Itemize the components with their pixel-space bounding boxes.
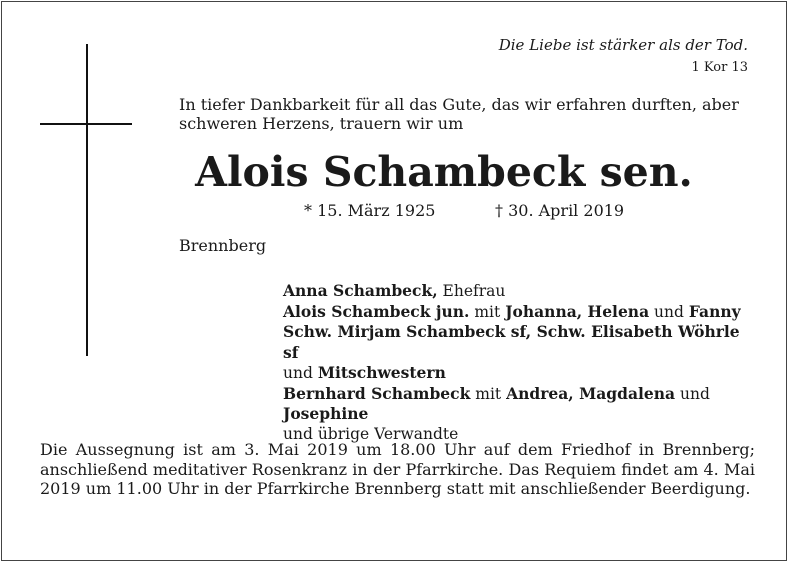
mourners-list — [283, 281, 758, 444]
mourner-name: Schw. Mirjam Schambeck sf, Schw. Elisabeth Wöhrle sf — [283, 322, 740, 362]
mourner-text: mit — [470, 384, 507, 403]
quote-source: 1 Kor 13 — [691, 60, 748, 75]
service-info: Die Aussegnung ist am 3. Mai 2019 um 18.00 Uhr auf dem Friedhof in Brennberg; anschließend meditativer Rosenkranz in der Pfarrkirche. Das Requiem findet am 4. Mai 2019 um 11.00 Uhr in der Pfarrkirche Brennberg statt mit anschließender Beerdigung. — [40, 440, 755, 498]
mourner-line — [283, 302, 758, 323]
mourner-name: Alois Schambeck jun. — [283, 301, 470, 321]
mourner-text: und — [649, 302, 689, 321]
mourner-name: Bernhard Schambeck — [283, 383, 471, 403]
mourner-text: und — [675, 384, 710, 403]
birth-date: * 15. März 1925 — [304, 201, 436, 220]
obituary-notice — [1, 1, 787, 561]
mourner-name: Johanna, Helena — [505, 301, 650, 321]
mourner-text: und übrige Verwandte — [283, 424, 459, 443]
mourner-text: mit — [469, 302, 506, 321]
mourner-text: und — [283, 364, 318, 382]
death-date: † 30. April 2019 — [495, 201, 625, 220]
mourner-line — [283, 322, 758, 363]
cross-icon-vertical — [86, 44, 88, 356]
deceased-name: Alois Schambeck sen. — [195, 148, 693, 196]
mourner-line — [283, 384, 758, 405]
place: Brennberg — [179, 236, 267, 255]
mourner-line — [283, 404, 758, 425]
quote-text: Die Liebe ist stärker als der Tod. — [498, 36, 748, 54]
mourner-name: Anna Schambeck, — [283, 281, 438, 300]
cross-icon-horizontal — [40, 123, 132, 125]
mourner-name: Mitschwestern — [317, 363, 446, 382]
mourner-line — [283, 363, 758, 384]
mourner-text: Ehefrau — [437, 282, 506, 300]
mourner-line — [283, 281, 758, 302]
mourner-name: Josephine — [283, 404, 369, 423]
mourner-name: Fanny — [688, 301, 741, 321]
mourner-name: Andrea, Magdalena — [506, 383, 676, 403]
intro-text: In tiefer Dankbarkeit für all das Gute, das wir erfahren durften, aber schweren Herzens, trauern wir um — [179, 95, 739, 133]
